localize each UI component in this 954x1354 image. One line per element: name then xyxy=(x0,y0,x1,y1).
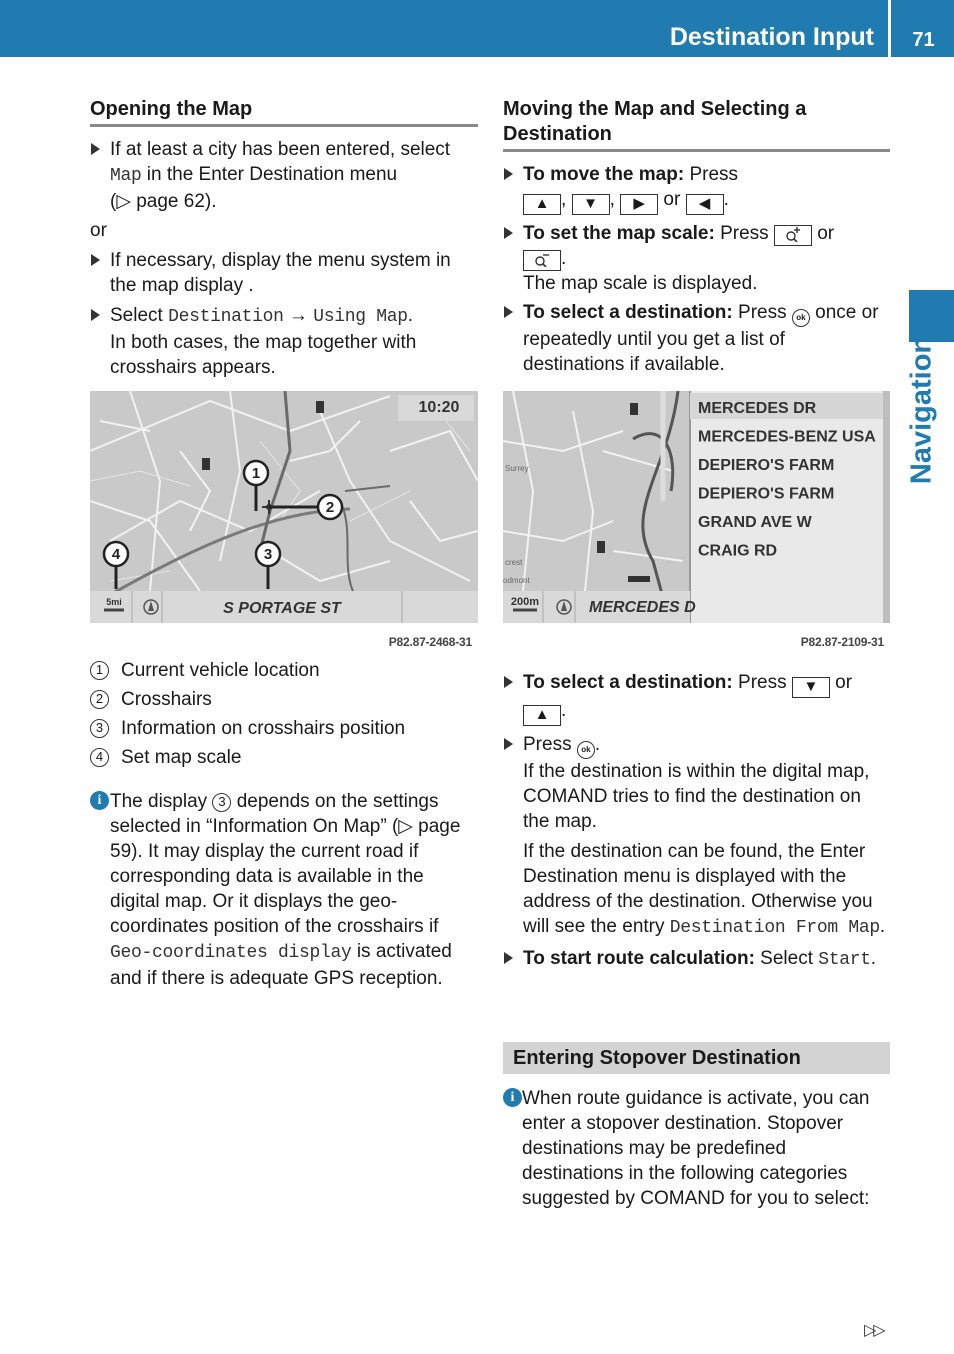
key-down: ▼ xyxy=(572,194,610,215)
callout-3-label: 3 xyxy=(263,546,273,563)
section-heading-opening-map: Opening the Map xyxy=(90,97,478,127)
info-note-display: i The display 3 depends on the settings selected in “Information On Map” (▷ page 59). It may display the current road if corresponding data is available in the digital map. Or it displays the geo-coordinates position of the crosshairs if Geo-coordinates display is activated and if there is adequate GPS reception. xyxy=(90,789,478,991)
header-divider xyxy=(888,0,891,57)
page-header xyxy=(0,0,954,57)
arrow-bullet-icon xyxy=(91,309,100,321)
chapter-title: Destination Input xyxy=(669,23,874,51)
code-map: Map xyxy=(110,166,142,186)
map-clock: 10:20 xyxy=(418,399,460,416)
figure-code-1: P82.87-2468-31 xyxy=(388,635,472,649)
or-text: or xyxy=(90,220,107,241)
step-move-map: To move the map: Press ▲ , ▼ , ▶ or ◀ . xyxy=(503,162,890,215)
ok-button-icon: ok xyxy=(792,309,810,327)
map-scale-label: 200m xyxy=(510,596,540,608)
destination-list-item: DEPIERO'S FARM xyxy=(698,457,835,474)
key-down: ▼ xyxy=(792,677,830,698)
page-reference: (▷ page 62). xyxy=(110,191,217,212)
zoom-in-key-icon xyxy=(774,225,812,246)
arrow-bullet-icon xyxy=(504,676,513,688)
key-up: ▲ xyxy=(523,705,561,726)
figure-code-2: P82.87-2109-31 xyxy=(800,635,884,649)
info-icon: i xyxy=(503,1088,522,1107)
section-heading-moving-map: Moving the Map and Selecting a Destination xyxy=(503,97,890,152)
map-road-label: crest xyxy=(505,558,523,567)
step-select-map: If at least a city has been entered, select Map in the Enter Destination menu (▷ page 62). xyxy=(90,137,478,214)
destination-list-item: DEPIERO'S FARM xyxy=(698,485,835,503)
map-figure-destination-list xyxy=(503,391,890,649)
side-tab xyxy=(890,300,954,520)
paragraph: If the destination can be found, the Enter Destination menu is displayed with the address of the destination. Otherwise you will see the entry Destination From Map. xyxy=(523,841,886,938)
arrow-bullet-icon xyxy=(504,227,513,239)
legend-item: 1 Current vehicle location xyxy=(90,658,478,683)
arrow-bullet-icon xyxy=(504,306,513,318)
key-left: ◀ xyxy=(686,194,724,215)
map-street-name: MERCEDES D xyxy=(589,599,696,616)
map-road-label: Surrey xyxy=(505,464,529,473)
map-figure-crosshairs xyxy=(90,391,478,649)
key-up: ▲ xyxy=(523,194,561,215)
continue-icon: ▷▷ xyxy=(864,1322,883,1339)
page-number: 71 xyxy=(912,29,935,51)
arrow-bullet-icon xyxy=(504,952,513,964)
ok-button-icon: ok xyxy=(577,741,595,759)
arrow-bullet-icon xyxy=(504,738,513,750)
side-tab-label: Navigation xyxy=(905,335,938,485)
destination-list-item: CRAIG RD xyxy=(698,542,778,560)
callout-1-label: 1 xyxy=(251,465,261,482)
callout-2-label: 2 xyxy=(325,499,335,516)
legend-item: 3 Information on crosshairs position xyxy=(90,716,478,741)
step-map-scale: To set the map scale: Press or . The map scale is displayed. xyxy=(503,221,890,296)
arrow-bullet-icon xyxy=(91,254,100,266)
info-note-stopover: i When route guidance is activate, you can enter a stopover destination. Stopover destinations may be predefined destinations in the following categories suggested by COMAND for you to select: xyxy=(503,1086,890,1211)
destination-list-item: MERCEDES-BENZ USA xyxy=(698,428,876,446)
step-display-menu: If necessary, display the menu system in the map display . xyxy=(90,248,478,298)
map-road-label: odmont xyxy=(503,576,530,585)
zoom-out-key-icon xyxy=(523,250,561,271)
left-column xyxy=(90,97,478,380)
map-scale-label: 5mi xyxy=(106,597,122,607)
map-street-name: S PORTAGE ST xyxy=(223,600,341,617)
map-screenshot-2 xyxy=(503,391,890,623)
arrow-bullet-icon xyxy=(504,168,513,180)
info-icon: i xyxy=(90,791,109,810)
callout-4-label: 4 xyxy=(111,546,121,563)
destination-list-item: GRAND AVE W xyxy=(698,514,812,531)
legend-item: 2 Crosshairs xyxy=(90,687,478,712)
step-select-destination-ok: To select a destination: Press ok once or repeatedly until you get a list of destinations if available. xyxy=(503,300,890,377)
right-column-lower xyxy=(503,670,890,973)
map-legend xyxy=(90,658,478,991)
key-right: ▶ xyxy=(620,194,658,215)
step-press-ok: Press ok . If the destination is within the digital map, COMAND tries to find the destination on the map. If the destination can be found, the Enter Destination menu is displayed with the address of the destination. Otherwise you will see the entry Destination From Map. xyxy=(503,732,890,941)
section-heading-stopover: Entering Stopover Destination xyxy=(503,1042,890,1074)
destination-list-item: MERCEDES DR xyxy=(698,400,817,417)
step-select-destination: Select Destination → Using Map. In both cases, the map together with crosshairs appears. xyxy=(90,303,478,380)
map-screenshot-1 xyxy=(90,391,478,623)
step-select-destination-arrows: To select a destination: Press ▼ or ▲ . xyxy=(503,670,890,726)
arrow-bullet-icon xyxy=(91,143,100,155)
legend-item: 4 Set map scale xyxy=(90,745,478,770)
right-column xyxy=(503,97,890,377)
step-route-calculation: To start route calculation: Select Start. xyxy=(503,946,890,973)
